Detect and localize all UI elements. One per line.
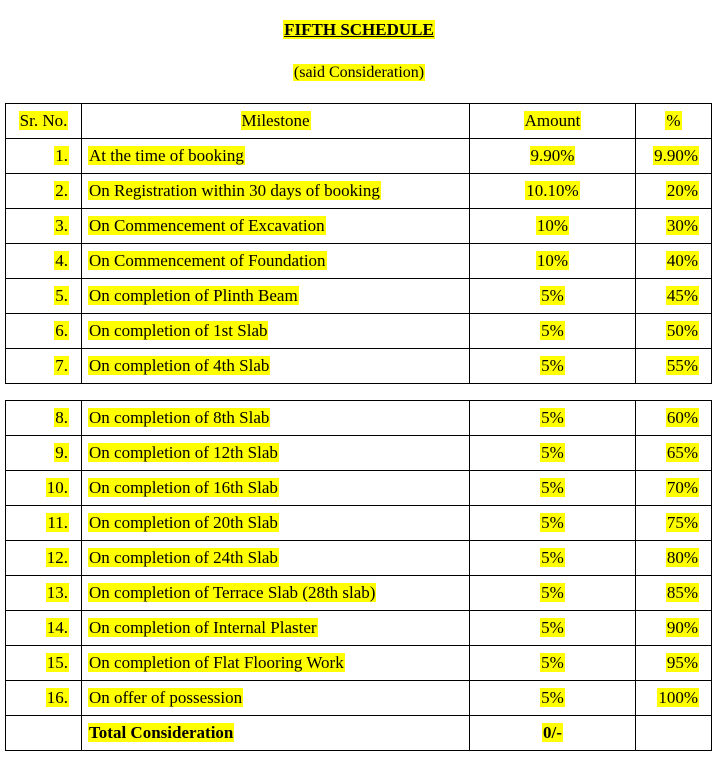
row-percent: 50% — [636, 314, 712, 349]
total-row — [6, 716, 712, 751]
table-row — [6, 401, 712, 436]
row-percent: 65% — [636, 436, 712, 471]
row-milestone: On Commencement of Foundation — [82, 244, 470, 279]
row-milestone: On offer of possession — [82, 681, 470, 716]
row-sr-no: 3. — [6, 209, 82, 244]
row-milestone: On completion of 1st Slab — [82, 314, 470, 349]
row-sr-no: 9. — [6, 436, 82, 471]
row-sr-no: 11. — [6, 506, 82, 541]
row-amount: 5% — [470, 541, 636, 576]
row-sr-no: 16. — [6, 681, 82, 716]
row-sr-no: 4. — [6, 244, 82, 279]
row-amount: 5% — [470, 314, 636, 349]
table-row — [6, 139, 712, 174]
row-percent: 85% — [636, 576, 712, 611]
header-percent: % — [636, 104, 712, 139]
row-sr-no: 15. — [6, 646, 82, 681]
row-milestone: On Registration within 30 days of booking — [82, 174, 470, 209]
row-amount: 5% — [470, 349, 636, 384]
table-row — [6, 209, 712, 244]
row-percent: 60% — [636, 401, 712, 436]
row-milestone: On completion of Internal Plaster — [82, 611, 470, 646]
row-milestone: On completion of 4th Slab — [82, 349, 470, 384]
row-sr-no: 6. — [6, 314, 82, 349]
row-sr-no: 13. — [6, 576, 82, 611]
row-percent: 9.90% — [636, 139, 712, 174]
table-row — [6, 576, 712, 611]
row-percent: 100% — [636, 681, 712, 716]
row-milestone: On completion of 8th Slab — [82, 401, 470, 436]
row-sr-no: 7. — [6, 349, 82, 384]
row-sr-no: 12. — [6, 541, 82, 576]
row-sr-no: 5. — [6, 279, 82, 314]
table-row — [6, 646, 712, 681]
row-amount: 5% — [470, 436, 636, 471]
row-amount: 5% — [470, 681, 636, 716]
table-row — [6, 506, 712, 541]
row-sr-no: 14. — [6, 611, 82, 646]
row-amount: 5% — [470, 401, 636, 436]
payment-schedule-table-part-2 — [5, 400, 712, 751]
row-percent: 75% — [636, 506, 712, 541]
table-row — [6, 471, 712, 506]
row-sr-no: 1. — [6, 139, 82, 174]
table-row — [6, 681, 712, 716]
row-percent: 45% — [636, 279, 712, 314]
row-percent: 20% — [636, 174, 712, 209]
row-sr-no: 2. — [6, 174, 82, 209]
total-amount: 0/- — [470, 716, 636, 751]
row-percent: 90% — [636, 611, 712, 646]
table-header-row — [6, 104, 712, 139]
table-row — [6, 349, 712, 384]
row-milestone: On Commencement of Excavation — [82, 209, 470, 244]
total-sr-cell — [6, 716, 82, 751]
table-row — [6, 314, 712, 349]
row-milestone: On completion of Terrace Slab (28th slab) — [82, 576, 470, 611]
row-amount: 10% — [470, 244, 636, 279]
header-sr-no: Sr. No. — [6, 104, 82, 139]
row-milestone: On completion of 20th Slab — [82, 506, 470, 541]
schedule-subtitle: (said Consideration) — [293, 64, 425, 81]
row-amount: 9.90% — [470, 139, 636, 174]
table-row — [6, 174, 712, 209]
row-percent: 40% — [636, 244, 712, 279]
row-percent: 30% — [636, 209, 712, 244]
row-sr-no: 8. — [6, 401, 82, 436]
row-milestone: On completion of 16th Slab — [82, 471, 470, 506]
header-amount: Amount — [470, 104, 636, 139]
table-row — [6, 279, 712, 314]
row-milestone: On completion of Flat Flooring Work — [82, 646, 470, 681]
row-sr-no: 10. — [6, 471, 82, 506]
payment-schedule-table-part-1 — [5, 103, 712, 384]
table-row — [6, 244, 712, 279]
row-amount: 5% — [470, 506, 636, 541]
row-amount: 5% — [470, 279, 636, 314]
row-milestone: On completion of 12th Slab — [82, 436, 470, 471]
row-percent: 70% — [636, 471, 712, 506]
table-row — [6, 541, 712, 576]
total-label: Total Consideration — [82, 716, 470, 751]
row-percent: 95% — [636, 646, 712, 681]
row-amount: 10% — [470, 209, 636, 244]
row-milestone: On completion of 24th Slab — [82, 541, 470, 576]
header-milestone: Milestone — [82, 104, 470, 139]
row-amount: 5% — [470, 471, 636, 506]
schedule-title: FIFTH SCHEDULE — [284, 20, 434, 39]
row-milestone: At the time of booking — [82, 139, 470, 174]
row-percent: 80% — [636, 541, 712, 576]
table-row — [6, 436, 712, 471]
row-amount: 5% — [470, 611, 636, 646]
row-percent: 55% — [636, 349, 712, 384]
table-row — [6, 611, 712, 646]
total-percent-cell — [636, 716, 712, 751]
row-amount: 10.10% — [470, 174, 636, 209]
row-amount: 5% — [470, 576, 636, 611]
row-amount: 5% — [470, 646, 636, 681]
row-milestone: On completion of Plinth Beam — [82, 279, 470, 314]
